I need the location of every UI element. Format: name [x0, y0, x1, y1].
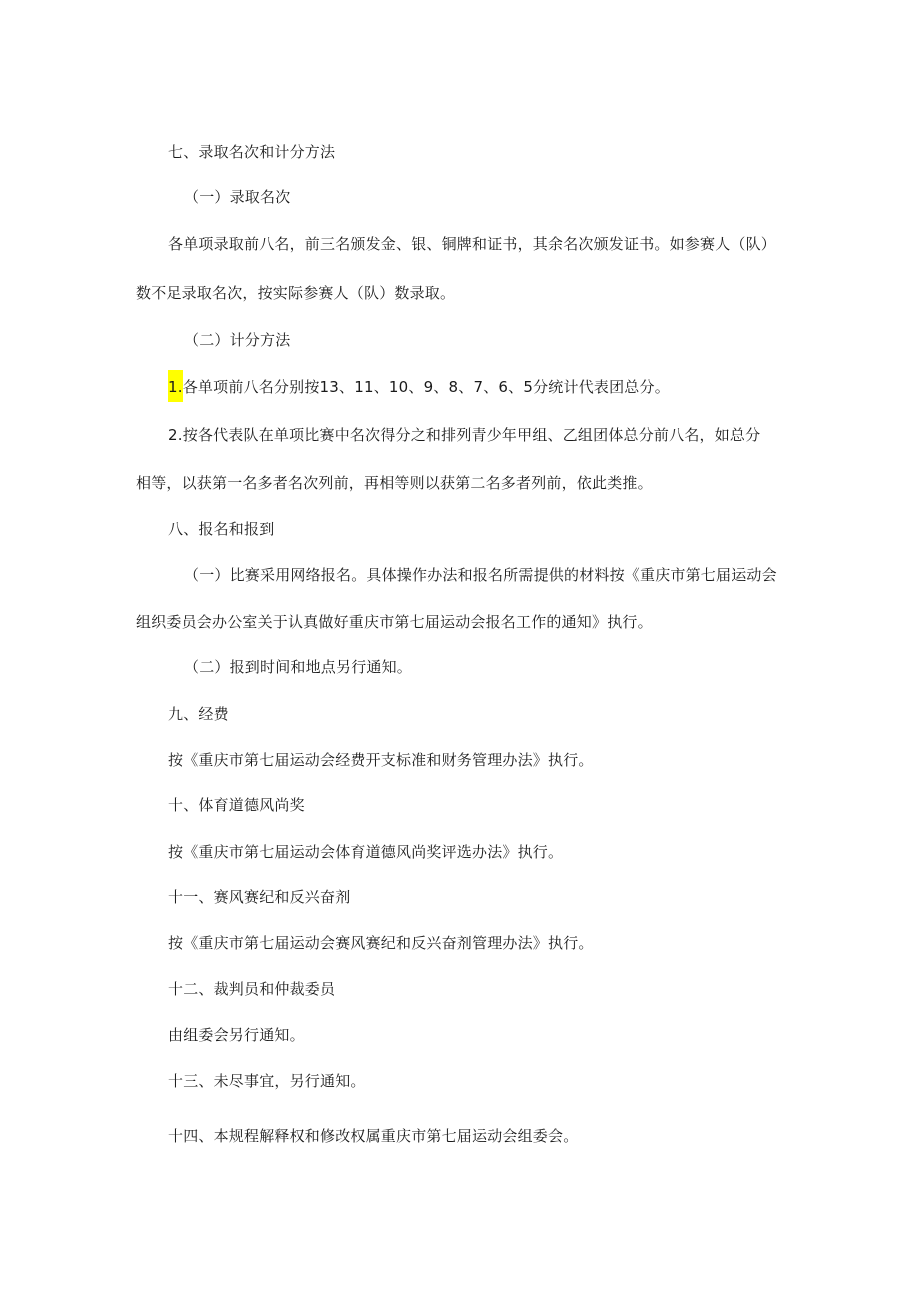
section-14-heading: 十四、本规程解释权和修改权属重庆市第七届运动会组委会。: [168, 1127, 579, 1145]
section-11-heading: 十一、赛风赛纪和反兴奋剂: [168, 888, 351, 906]
scoring-item-1: [168, 377, 670, 397]
section-7-subheading-scoring: （二）计分方法: [184, 331, 291, 349]
scoring-item-2-line-2: 相等，以获第一名多者名次列前，再相等则以获第二名多者列前，依此类推。: [136, 474, 653, 492]
registration-paragraph-line-2: 组织委员会办公室关于认真做好重庆市第七届运动会报名工作的通知》执行。: [136, 613, 653, 631]
section-10-text: 按《重庆市第七届运动会体育道德风尚奖评选办法》执行。: [168, 843, 564, 861]
scoring-item-1-text: 各单项前八名分别按13、11、10、9、8、7、6、5分统计代表团总分。: [182, 378, 670, 396]
section-7-heading: 七、录取名次和计分方法: [168, 143, 336, 161]
highlighted-item-number: 1.: [168, 370, 183, 402]
section-9-text: 按《重庆市第七届运动会经费开支标准和财务管理办法》执行。: [168, 751, 594, 769]
section-11-text: 按《重庆市第七届运动会赛风赛纪和反兴奋剂管理办法》执行。: [168, 934, 594, 952]
section-9-heading: 九、经费: [168, 705, 229, 723]
check-in-paragraph: （二）报到时间和地点另行通知。: [184, 658, 413, 676]
section-10-heading: 十、体育道德风尚奖: [168, 796, 305, 814]
ranking-paragraph-line-2: 数不足录取名次，按实际参赛人（队）数录取。: [136, 284, 456, 302]
scoring-item-2-line-1: 2.按各代表队在单项比赛中名次得分之和排列青少年甲组、乙组团体总分前八名，如总分: [168, 426, 761, 444]
section-12-text: 由组委会另行通知。: [168, 1026, 305, 1044]
registration-paragraph-line-1: （一）比赛采用网络报名。具体操作办法和报名所需提供的材料按《重庆市第七届运动会: [184, 566, 777, 584]
section-7-subheading-ranking: （一）录取名次: [184, 188, 291, 206]
section-8-heading: 八、报名和报到: [168, 520, 275, 538]
section-12-heading: 十二、裁判员和仲裁委员: [168, 980, 336, 998]
ranking-paragraph-line-1: 各单项录取前八名，前三名颁发金、银、铜牌和证书，其余名次颁发证书。如参赛人（队）: [168, 235, 777, 253]
section-13-heading: 十三、未尽事宜，另行通知。: [168, 1072, 366, 1090]
